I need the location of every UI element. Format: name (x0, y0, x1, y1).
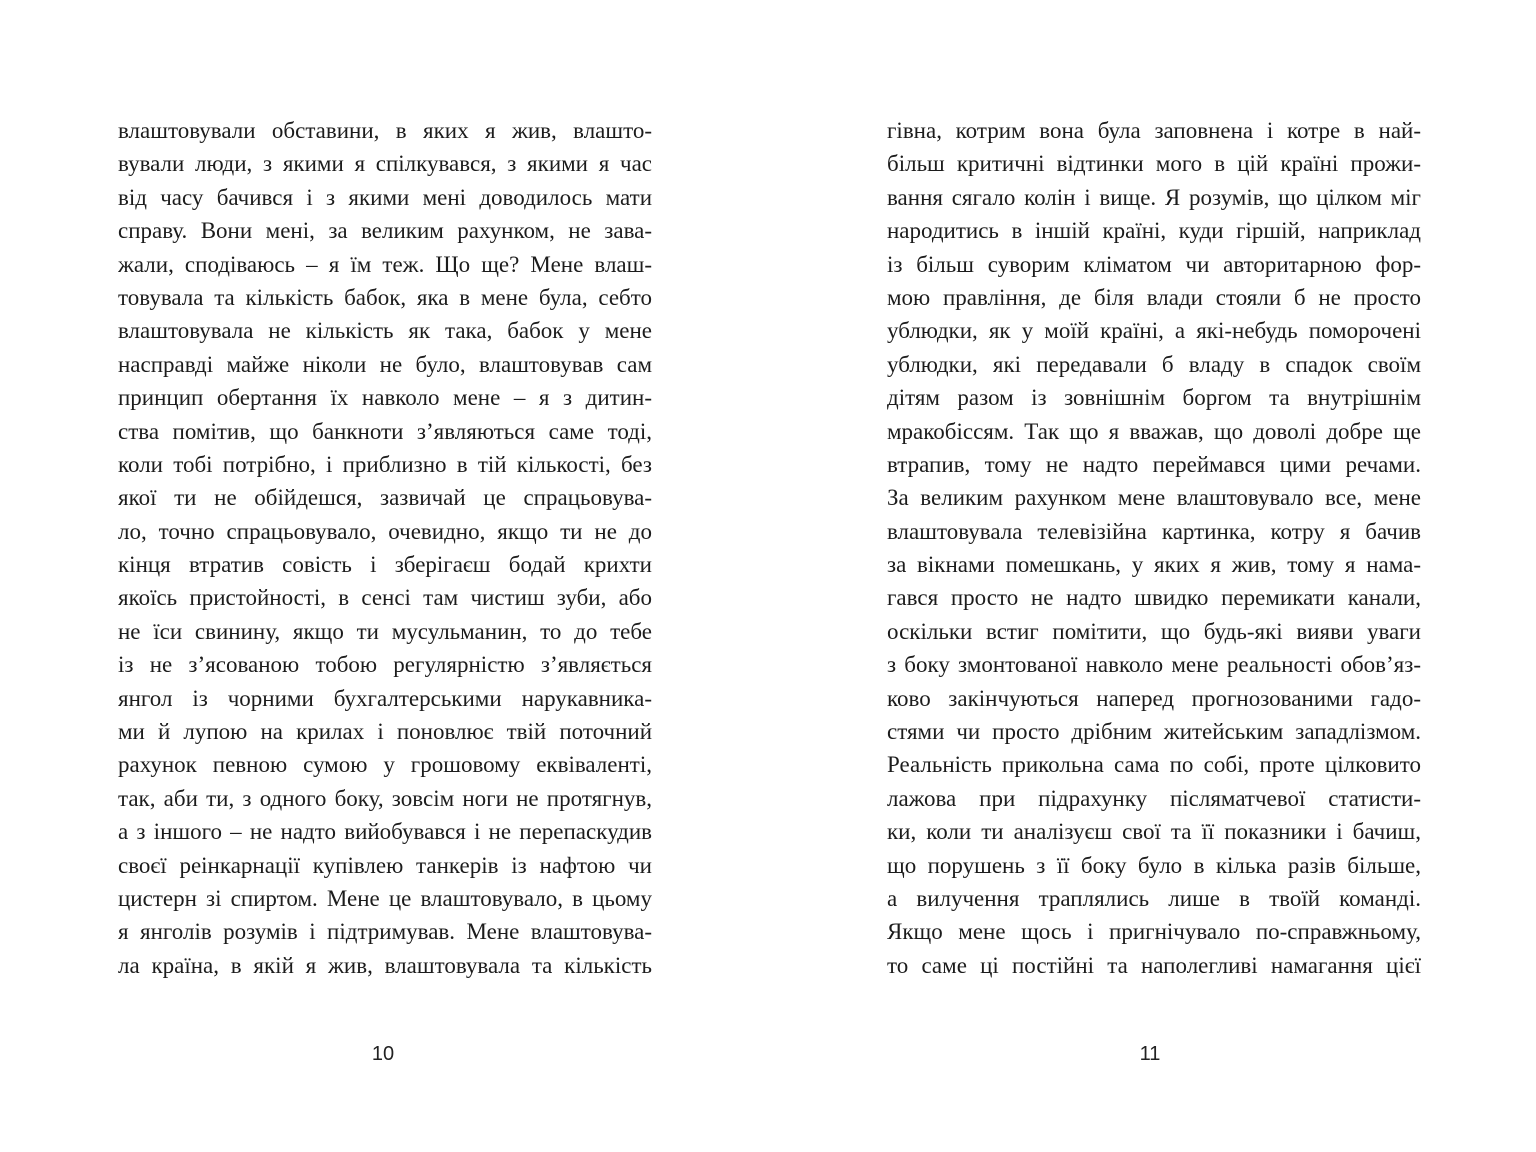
text-line: кінця втратив совість і зберігаєш бодай крихти (118, 552, 652, 578)
text-line: вували люди, з якими я спілкувався, з якими я час (118, 151, 652, 177)
text-line: Реальність прикольна сама по собі, проте цілковито (887, 752, 1421, 778)
text-line: принцип обертання їх навколо мене – я з дитин- (118, 385, 652, 411)
text-line: ублюдки, як у моїй країні, а які-небудь поморочені (887, 318, 1421, 344)
text-line: лажова при підрахунку післяматчевої статисти- (887, 785, 1421, 811)
page-number: 10 (371, 1043, 395, 1065)
text-line: більш критичні відтинки мого в цій країні прожи- (887, 151, 1421, 177)
left-page-text (118, 114, 652, 982)
text-line: стями чи просто дрібним житейським западлізмом. (887, 719, 1421, 745)
text-line: рахунок певною сумою у грошовому еквіваленті, (118, 752, 652, 778)
text-line: гався просто не надто швидко перемикати канали, (887, 585, 1421, 611)
text-line: справу. Вони мені, за великим рахунком, не зава- (118, 218, 652, 244)
text-line: а з іншого – не надто вийобувався і не перепаскудив (118, 819, 652, 845)
text-line: влаштовували обставини, в яких я жив, влашто- (118, 118, 652, 143)
text-line: то саме ці постійні та наполегливі намагання цієї (887, 952, 1421, 978)
text-line: влаштовувала не кількість як така, бабок у мене (118, 318, 652, 344)
text-line: Якщо мене щось і пригнічувало по-справжньому, (887, 919, 1421, 945)
text-line: я янголів розумів і підтримував. Мене влаштовува- (118, 919, 652, 945)
text-line: мракобіссям. Так що я вважав, що доволі добре ще (887, 418, 1421, 444)
text-line: оскільки встиг помітити, що будь-які вияви уваги (887, 618, 1421, 644)
text-line: коли тобі потрібно, і приблизно в тій кількості, без (118, 451, 652, 477)
text-line: ло, точно спрацьовувало, очевидно, якщо ти не до (118, 518, 652, 544)
text-line: ублюдки, які передавали б владу в спадок своїм (887, 351, 1421, 377)
text-line: За великим рахунком мене влаштовувало все, мене (887, 485, 1421, 511)
text-line: так, аби ти, з одного боку, зовсім ноги не протягнув, (118, 785, 652, 811)
text-line: цистерн зі спиртом. Мене це влаштовувало, в цьому (118, 885, 652, 911)
text-line: своєї реінкарнації купівлею танкерів із нафтою чи (118, 852, 652, 878)
text-line: гівна, котрим вона була заповнена і котре в най- (887, 118, 1421, 143)
right-page-text (887, 114, 1421, 982)
text-line: не їси свинину, якщо ти мусульманин, то до тебе (118, 618, 652, 644)
text-line: влаштовувала телевізійна картинка, котру я бачив (887, 518, 1421, 544)
text-line: від часу бачився і з якими мені доводилось мати (118, 184, 652, 210)
text-line: дітям разом із зовнішнім боргом та внутрішнім (887, 385, 1421, 411)
text-line: народитись в іншій країні, куди гіршій, наприклад (887, 218, 1421, 244)
text-line: янгол із чорними бухгалтерськими нарукавника- (118, 685, 652, 711)
text-line: вання сягало колін і вище. Я розумів, що цілком міг (887, 184, 1421, 210)
text-line: ково закінчуються наперед прогнозованими гадо- (887, 685, 1421, 711)
right-page (768, 0, 1536, 1152)
page-number: 11 (1139, 1043, 1161, 1065)
text-line: жали, сподіваюсь – я їм теж. Що ще? Мене влаш- (118, 251, 652, 277)
text-line: що порушень з її боку було в кілька разів більше, (887, 852, 1421, 878)
text-line: із більш суворим кліматом чи авторитарною фор- (887, 251, 1421, 277)
text-line: за вікнами помешкань, у яких я жив, тому я нама- (887, 552, 1421, 578)
text-line: якоїсь пристойності, в сенсі там чистиш зуби, або (118, 585, 652, 611)
text-line: ла країна, в якій я жив, влаштовувала та кількість (118, 952, 652, 978)
text-line: якої ти не обійдешся, зазвичай це спрацьовува- (118, 485, 652, 511)
text-line: з боку змонтованої навколо мене реальності обов’яз- (887, 652, 1421, 678)
text-line: насправді майже ніколи не було, влаштовував сам (118, 351, 652, 377)
text-line: ки, коли ти аналізуєш свої та її показники і бачиш, (887, 819, 1421, 845)
text-line: втрапив, тому не надто переймався цими речами. (887, 451, 1421, 477)
text-line: із не з’ясованою тобою регулярністю з’являється (118, 652, 652, 678)
text-line: ства помітив, що банкноти з’являються саме тоді, (118, 418, 652, 444)
text-line: ми й лупою на крилах і поновлює твій поточний (118, 719, 652, 745)
text-line: товувала та кількість бабок, яка в мене була, себто (118, 284, 652, 310)
text-line: а вилучення траплялись лише в твоїй команді. (887, 885, 1421, 911)
text-line: мою правління, де біля влади стояли б не просто (887, 284, 1421, 310)
